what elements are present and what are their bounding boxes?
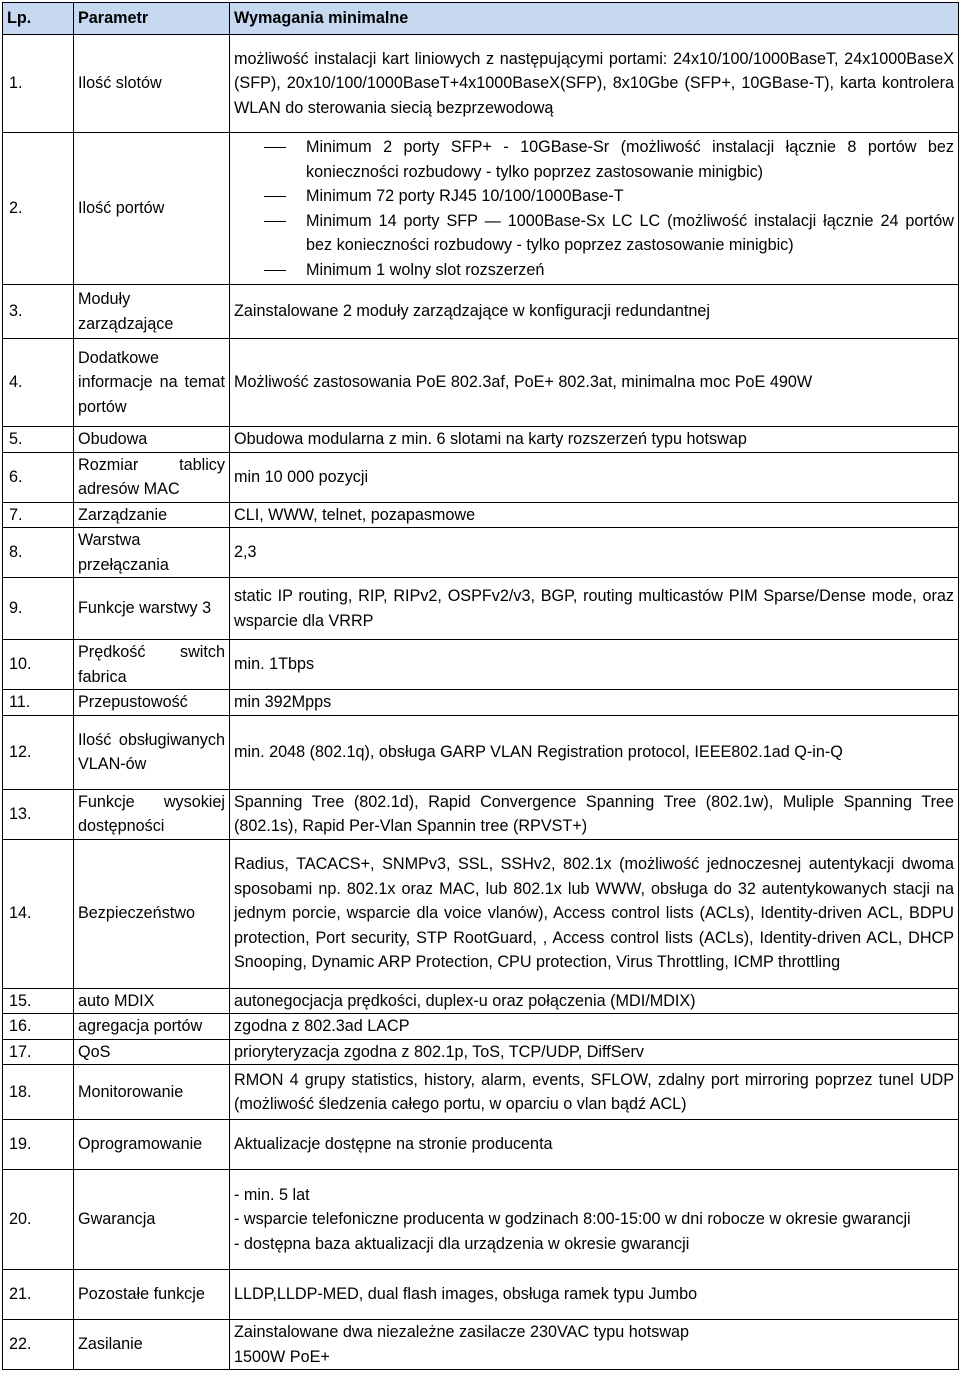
table-row [3, 528, 959, 578]
row-number: 1. [3, 35, 74, 133]
row-requirement: zgodna z 802.3ad LACP [230, 1014, 959, 1040]
table-row [3, 1065, 959, 1120]
row-requirement: Obudowa modularna z min. 6 slotami na karty rozszerzeń typu hotswap [230, 427, 959, 453]
row-number: 3. [3, 285, 74, 339]
row-number: 4. [3, 339, 74, 427]
row-parameter: QoS [74, 1039, 230, 1065]
warranty-line: - dostępna baza aktualizacji dla urządzenia w okresie gwarancji [234, 1234, 690, 1253]
port-requirements-list [234, 135, 954, 282]
table-row [3, 133, 959, 285]
row-requirement: Zainstalowane 2 moduły zarządzające w konfiguracji redundantnej [230, 285, 959, 339]
list-item-text: Minimum 1 wolny slot rozszerzeń [306, 260, 545, 279]
header-row [3, 3, 959, 35]
row-requirement: prioryteryzacja zgodna z 802.1p, ToS, TCP/UDP, DiffServ [230, 1039, 959, 1065]
row-requirement: min. 1Tbps [230, 640, 959, 690]
row-number: 7. [3, 502, 74, 528]
row-number: 13. [3, 789, 74, 839]
row-parameter: Rozmiar tablicy adresów MAC [74, 452, 230, 502]
list-item [234, 135, 954, 184]
row-number: 14. [3, 839, 74, 988]
row-parameter: Zasilanie [74, 1320, 230, 1370]
power-line: Zainstalowane dwa niezależne zasilacze 230VAC typu hotswap [234, 1323, 690, 1341]
table-row [3, 839, 959, 988]
row-parameter: Bezpieczeństwo [74, 839, 230, 988]
table-row [3, 1320, 959, 1370]
row-parameter: Ilość obsługiwanych VLAN-ów [74, 715, 230, 789]
table-row [3, 1120, 959, 1170]
row-parameter: Gwarancja [74, 1170, 230, 1270]
table-row [3, 427, 959, 453]
table-row [3, 640, 959, 690]
row-number: 21. [3, 1270, 74, 1320]
row-parameter: Zarządzanie [74, 502, 230, 528]
row-number: 20. [3, 1170, 74, 1270]
row-requirement: min. 2048 (802.1q), obsługa GARP VLAN Registration protocol, IEEE802.1ad Q-in-Q [230, 715, 959, 789]
table-row [3, 502, 959, 528]
table-row [3, 988, 959, 1014]
row-parameter: Ilość portów [74, 133, 230, 285]
requirements-table [2, 2, 959, 1370]
list-item-text: Minimum 14 porty SFP — 1000Base-Sx LC LC (możliwość instalacji łącznie 24 portów bez konieczności rozbudowy - tylko poprzez zastosowanie minigbic) [306, 211, 954, 254]
row-requirement: Spanning Tree (802.1d), Rapid Convergence Spanning Tree (802.1w), Muliple Spanning Tree (802.1s), Rapid Per-Vlan Spannin tree (RPVST+) [230, 789, 959, 839]
row-parameter: Prędkość switch fabrica [74, 640, 230, 690]
row-parameter: Funkcje wysokiej dostępności [74, 789, 230, 839]
row-number: 15. [3, 988, 74, 1014]
row-parameter: Dodatkowe informacje na temat portów [74, 339, 230, 427]
list-item-text: Minimum 2 porty SFP+ - 10GBase-Sr (możliwość instalacji łącznie 8 portów bez konieczności rozbudowy - tylko poprzez zastosowanie minigbic) [306, 138, 954, 181]
table-row [3, 452, 959, 502]
row-requirement: RMON 4 grupy statistics, history, alarm, events, SFLOW, zdalny port mirroring poprzez tunel UDP (możliwość śledzenia całego portu, w oparciu o vlan bądź ACL) [230, 1065, 959, 1120]
row-requirement: Radius, TACACS+, SNMPv3, SSL, SSHv2, 802.1x (możliwość jednoczesnej autentykacji dwoma sposobami np. 802.1x oraz MAC, lub 802.1x lub WWW, obsługa do 32 autentykowanych stacji na jednym porcie, wsparcie dla voice vlanów), Access control lists (ACLs), Identity-driven ACL, BDPU protection, Port security, STP RootGuard, , Access control lists (ACLs), Identity-driven ACL, DHCP Snooping, Dynamic ARP Protection, CPU protection, Virus Throttling, ICMP throttling [230, 839, 959, 988]
row-number: 5. [3, 427, 74, 453]
row-requirement [230, 1320, 959, 1370]
list-item [234, 258, 954, 283]
warranty-line: - min. 5 lat [234, 1185, 310, 1204]
dash-bullet-icon [264, 196, 286, 197]
row-parameter: Obudowa [74, 427, 230, 453]
row-requirement: Aktualizacje dostępne na stronie producenta [230, 1120, 959, 1170]
row-number: 8. [3, 528, 74, 578]
row-number: 11. [3, 690, 74, 716]
row-requirement: min 392Mpps [230, 690, 959, 716]
table-row [3, 690, 959, 716]
table-row [3, 578, 959, 640]
row-requirement [230, 1170, 959, 1270]
row-requirement: LLDP,LLDP-MED, dual flash images, obsługa ramek typu Jumbo [230, 1270, 959, 1320]
power-line: 1500W PoE+ [234, 1347, 330, 1366]
row-requirement: min 10 000 pozycji [230, 452, 959, 502]
row-requirement: CLI, WWW, telnet, pozapasmowe [230, 502, 959, 528]
table-row [3, 1039, 959, 1065]
dash-bullet-icon [264, 221, 286, 222]
table-row [3, 789, 959, 839]
row-parameter: Warstwa przełączania [74, 528, 230, 578]
row-number: 22. [3, 1320, 74, 1370]
row-number: 18. [3, 1065, 74, 1120]
row-parameter: Oprogramowanie [74, 1120, 230, 1170]
row-parameter: Ilość slotów [74, 35, 230, 133]
row-requirement: Możliwość zastosowania PoE 802.3af, PoE+ 802.3at, minimalna moc PoE 490W [230, 339, 959, 427]
row-parameter: Pozostałe funkcje [74, 1270, 230, 1320]
header-parameter: Parametr [74, 3, 230, 35]
row-parameter: Funkcje warstwy 3 [74, 578, 230, 640]
dash-bullet-icon [264, 147, 286, 148]
warranty-line: - wsparcie telefoniczne producenta w godzinach 8:00-15:00 w dni robocze w okresie gwarancji [234, 1210, 911, 1229]
row-number: 2. [3, 133, 74, 285]
row-number: 12. [3, 715, 74, 789]
table-row [3, 35, 959, 133]
row-parameter: agregacja portów [74, 1014, 230, 1040]
header-lp: Lp. [3, 3, 74, 35]
row-parameter: Moduły zarządzające [74, 285, 230, 339]
table-row [3, 1270, 959, 1320]
row-number: 17. [3, 1039, 74, 1065]
list-item [234, 209, 954, 258]
row-requirement: 2,3 [230, 528, 959, 578]
row-requirement: autonegocjacja prędkości, duplex-u oraz połączenia (MDI/MDIX) [230, 988, 959, 1014]
row-number: 6. [3, 452, 74, 502]
row-number: 19. [3, 1120, 74, 1170]
dash-bullet-icon [264, 270, 286, 271]
table-row [3, 715, 959, 789]
row-number: 10. [3, 640, 74, 690]
row-parameter: Przepustowość [74, 690, 230, 716]
table-row [3, 1170, 959, 1270]
table-row [3, 1014, 959, 1040]
row-requirement: możliwość instalacji kart liniowych z następującymi portami: 24x10/100/1000BaseT, 24x1000BaseX (SFP), 20x10/100/1000BaseT+4x1000BaseX(SFP), 8x10Gbe (SFP+, 10GBase-T), karta kontrolera WLAN do sterowania siecią bezprzewodową [230, 35, 959, 133]
table-row [3, 285, 959, 339]
row-requirement [230, 133, 959, 285]
row-parameter: auto MDIX [74, 988, 230, 1014]
list-item [234, 184, 954, 209]
row-parameter: Monitorowanie [74, 1065, 230, 1120]
row-number: 16. [3, 1014, 74, 1040]
header-requirements: Wymagania minimalne [230, 3, 959, 35]
row-requirement: static IP routing, RIP, RIPv2, OSPFv2/v3, BGP, routing multicastów PIM Sparse/Dense mode, oraz wsparcie dla VRRP [230, 578, 959, 640]
table-row [3, 339, 959, 427]
row-number: 9. [3, 578, 74, 640]
list-item-text: Minimum 72 porty RJ45 10/100/1000Base-T [306, 187, 624, 205]
